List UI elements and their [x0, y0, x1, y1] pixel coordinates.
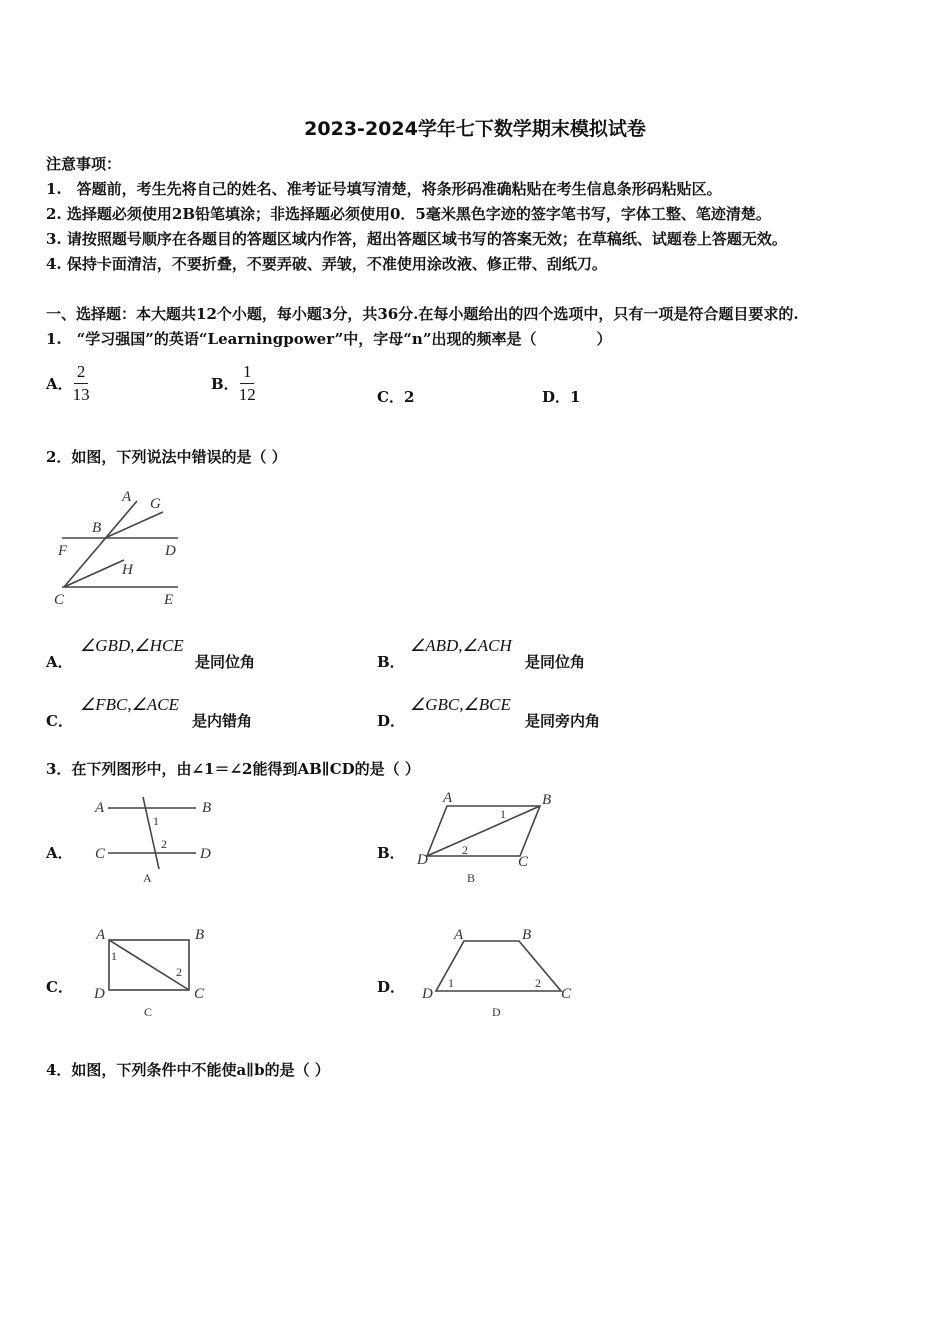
svg-text:1: 1 [111, 949, 117, 963]
svg-text:D: D [417, 852, 428, 868]
svg-text:2: 2 [535, 976, 541, 990]
svg-text:A: A [95, 800, 105, 816]
figure-caption: D [492, 1005, 501, 1019]
label-a: A [122, 489, 132, 505]
q3-figure-d [418, 925, 583, 1025]
label-h: H [122, 562, 133, 578]
svg-text:C: C [95, 846, 106, 862]
denominator: 12 [238, 385, 256, 404]
q2-option-text: 是同位角 [525, 653, 586, 671]
q3-figure-b [412, 788, 562, 888]
question-3-stem: 3．在下列图形中，由∠1＝∠2能得到AB∥CD的是（ ） [46, 760, 420, 778]
label-g: G [150, 496, 161, 512]
svg-text:2: 2 [176, 965, 182, 979]
svg-text:A: A [454, 927, 464, 943]
label-c: C [54, 592, 65, 608]
section-heading: 一、选择题：本大题共12个小题，每小题3分，共36分.在每小题给出的四个选项中，只有一项是符合题目要求的. [46, 305, 799, 323]
label-e: E [164, 592, 174, 608]
svg-text:D: D [200, 846, 211, 862]
fraction [73, 362, 90, 405]
svg-text:1: 1 [500, 807, 506, 821]
figure-caption: B [467, 871, 476, 885]
q2-figure [50, 485, 190, 610]
denominator: 13 [72, 385, 90, 404]
option-label: B． [211, 375, 239, 393]
svg-text:D: D [94, 986, 105, 1002]
svg-text:C: C [194, 986, 205, 1002]
fraction [239, 362, 256, 405]
q1-option-c: C．2 [377, 388, 415, 406]
q2-option-label: C． [46, 712, 73, 730]
svg-text:A: A [96, 927, 106, 943]
question-2-stem: 2．如图，下列说法中错误的是（ ） [46, 448, 287, 466]
q3-figure-c [90, 925, 220, 1025]
notice-item: 4. 保持卡面清洁，不要折叠，不要弄破、弄皱，不准使用涂改液、修正带、刮纸刀。 [46, 255, 607, 273]
q3-option-label: B． [377, 844, 405, 862]
notice-item: 2. 选择题必须使用2B铅笔填涂；非选择题必须使用0．5毫米黑色字迹的签字笔书写，字体工整、笔迹清楚。 [46, 205, 771, 223]
notice-item: 1. 答题前，考生先将自己的姓名、准考证号填写清楚，将条形码准确粘贴在考生信息条形码粘贴区。 [46, 180, 722, 198]
svg-text:B: B [202, 800, 212, 816]
svg-text:2: 2 [462, 843, 468, 857]
notice-heading: 注意事项： [46, 155, 122, 173]
q2-option-label: B． [377, 653, 405, 671]
q2-option-label: D． [377, 712, 406, 730]
q2-option-math: ∠GBD,∠HCE [80, 636, 184, 655]
q2-option-text: 是同位角 [195, 653, 256, 671]
svg-text:B: B [195, 927, 205, 943]
label-d: D [165, 543, 176, 559]
q2-option-math: ∠FBC,∠ACE [80, 695, 179, 714]
figure-caption: A [143, 871, 152, 885]
svg-text:1: 1 [153, 814, 159, 828]
question-1-stem: 1. “学习强国”的英语“Learningpower”中，字母“n”出现的频率是（ ） [46, 330, 612, 348]
page-title: 2023-2024学年七下数学期末模拟试卷 [304, 118, 646, 140]
q2-option-text: 是内错角 [192, 712, 253, 730]
svg-text:B: B [542, 792, 552, 808]
svg-text:A: A [443, 790, 453, 806]
q2-option-label: A． [46, 653, 73, 671]
svg-text:1: 1 [448, 976, 454, 990]
svg-text:2: 2 [161, 837, 167, 851]
question-4-stem: 4．如图，下列条件中不能使a∥b的是（ ） [46, 1061, 330, 1079]
numerator: 1 [240, 362, 255, 384]
q3-option-label: A． [46, 844, 73, 862]
label-b: B [92, 520, 102, 536]
q3-option-label: D． [377, 978, 406, 996]
q3-figure-a [90, 795, 220, 890]
svg-text:B: B [522, 927, 532, 943]
option-label: A． [46, 375, 73, 393]
q1-option-b [211, 362, 256, 405]
notice-item: 3. 请按照题号顺序在各题目的答题区域内作答，超出答题区域书写的答案无效；在草稿纸、试题卷上答题无效。 [46, 230, 787, 248]
figure-caption: C [144, 1005, 153, 1019]
q2-option-math: ∠GBC,∠BCE [410, 695, 511, 714]
svg-text:D: D [422, 986, 433, 1002]
label-f: F [58, 543, 68, 559]
q2-option-text: 是同旁内角 [525, 712, 601, 730]
q2-option-math: ∠ABD,∠ACH [410, 636, 512, 655]
numerator: 2 [74, 362, 89, 384]
q1-option-d: D．1 [542, 388, 581, 406]
svg-text:C: C [518, 854, 529, 870]
q1-option-a [46, 362, 90, 405]
q3-option-label: C． [46, 978, 73, 996]
svg-text:C: C [561, 986, 572, 1002]
